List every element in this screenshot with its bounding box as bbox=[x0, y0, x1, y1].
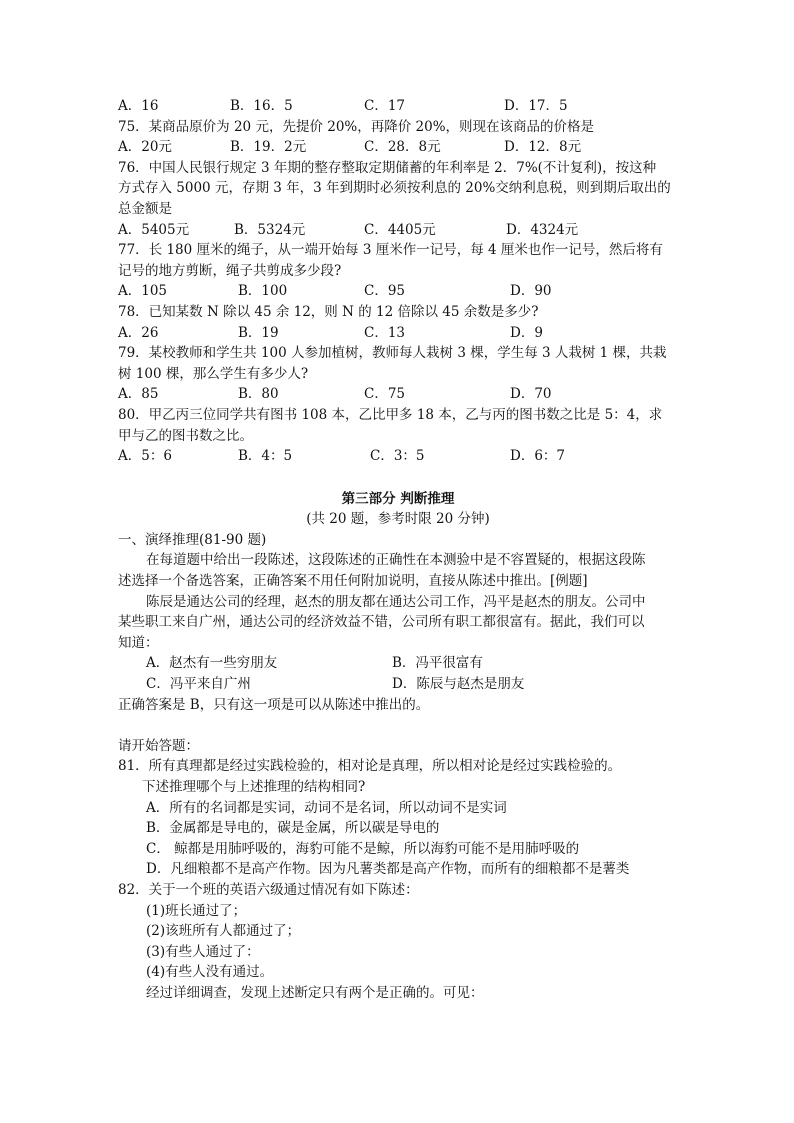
q76-options bbox=[118, 220, 678, 241]
example-options-row bbox=[118, 674, 678, 695]
option-a: A．20元 bbox=[118, 139, 172, 156]
instructions-line: 述选择一个备选答案，正确答案不用任何附加说明，直接从陈述中推出。[例题] bbox=[118, 573, 588, 590]
exam-page bbox=[118, 96, 678, 1004]
q80-options bbox=[118, 446, 678, 467]
section-subtitle: (共 20 题，参考时限 20 分钟) bbox=[306, 511, 490, 528]
option-c: C．28．8元 bbox=[364, 139, 441, 156]
q81-option-c: C． 鲸都是用肺呼吸的，海豹可能不是鲸，所以海豹可能不是用肺呼吸的 bbox=[146, 840, 580, 857]
option-b: B．19 bbox=[238, 324, 279, 341]
option-c: C．3：5 bbox=[370, 448, 425, 465]
q79-stem-line: 树 100 棵，那么学生有多少人? bbox=[118, 365, 309, 382]
q73-options bbox=[118, 96, 678, 117]
option-a: A．26 bbox=[118, 324, 159, 341]
q76-stem-line: 方式存入 5000 元，存期 3 年，3 年到期时必须按利息的 20%交纳利息税，则到期后取出的 bbox=[118, 180, 671, 197]
example-option-b: B．冯平很富有 bbox=[392, 655, 483, 672]
q75-stem: 75．某商品原价为 20 元，先提价 20%，再降价 20%，则现在该商品的价格是 bbox=[118, 118, 595, 135]
q82-item: (2)该班所有人都通过了； bbox=[146, 923, 301, 940]
q77-stem-line: 77．长 180 厘米的绳子，从一端开始每 3 厘米作一记号，每 4 厘米也作一记号，然后将有 bbox=[118, 242, 663, 259]
option-b: B．19．2元 bbox=[230, 139, 307, 156]
option-d: D．90 bbox=[510, 283, 552, 300]
option-b: B．5324元 bbox=[234, 221, 306, 238]
option-b: B．100 bbox=[238, 283, 288, 300]
q78-stem: 78．已知某数 N 除以 45 余 12，则 N 的 12 倍除以 45 余数是多少? bbox=[118, 303, 539, 320]
q81-option-d: D．凡细粮都不是高产作物。因为凡薯类都是高产作物，而所有的细粮都不是薯类 bbox=[146, 861, 630, 878]
option-c: C．17 bbox=[364, 98, 406, 114]
q80-stem-line: 甲与乙的图书数之比。 bbox=[118, 427, 253, 444]
example-option-a: A．赵杰有一些穷朋友 bbox=[146, 655, 278, 672]
q82-conclusion: 经过详细调查，发现上述断定只有两个是正确的。可见： bbox=[146, 984, 484, 1001]
start-prompt: 请开始答题： bbox=[118, 737, 199, 754]
example-line: 某些职工来自广州，通达公司的经济效益不错，公司所有职工都很富有。据此，我们可以 bbox=[118, 614, 645, 631]
option-d: D．12．8元 bbox=[504, 139, 582, 156]
q81-option-b: B．金属都是导电的，碳是金属，所以碳是导电的 bbox=[146, 820, 440, 837]
q82-item: (4)有些人没有通过。 bbox=[146, 964, 274, 981]
option-b: B．16．5 bbox=[230, 98, 293, 114]
option-b: B．4：5 bbox=[238, 448, 293, 465]
option-c: C．13 bbox=[364, 324, 406, 341]
option-d: D．17．5 bbox=[504, 98, 568, 114]
example-line: 知道： bbox=[118, 634, 159, 651]
option-c: C．75 bbox=[364, 386, 406, 403]
q77-options bbox=[118, 281, 678, 302]
example-option-c: C．冯平来自广州 bbox=[146, 676, 251, 693]
section-title: 第三部分 判断推理 bbox=[341, 490, 455, 507]
option-a: A．5：6 bbox=[118, 448, 172, 465]
q82-item: (3)有些人通过了： bbox=[146, 943, 260, 960]
option-d: D．9 bbox=[510, 324, 543, 341]
q81-question: 下述推理哪个与上述推理的结构相同? bbox=[142, 779, 366, 795]
instructions-line: 在每道题中给出一段陈述，这段陈述的正确性在本测验中是不容置疑的，根据这段陈 bbox=[146, 552, 646, 569]
option-d: D．4324元 bbox=[506, 221, 579, 238]
answer-note: 正确答案是 B，只有这一项是可以从陈述中推出的。 bbox=[118, 696, 430, 713]
option-c: C．95 bbox=[364, 283, 406, 300]
option-d: D．6：7 bbox=[510, 448, 566, 465]
q79-stem-line: 79．某校教师和学生共 100 人参加植树，教师每人栽树 3 棵，学生每 3 人栽树 1 棵，共栽 bbox=[118, 345, 667, 362]
q76-stem-line: 总金额是 bbox=[118, 200, 172, 217]
q81-option-a: A．所有的名词都是实词，动词不是名词，所以动词不是实词 bbox=[146, 799, 507, 816]
option-d: D．70 bbox=[510, 386, 552, 403]
q78-options bbox=[118, 323, 678, 344]
q82-item: (1)班长通过了； bbox=[146, 902, 247, 919]
q80-stem-line: 80．甲乙丙三位同学共有图书 108 本，乙比甲多 18 本，乙与丙的图书数之比是 5：4，求 bbox=[118, 406, 663, 423]
q77-stem-line: 记号的地方剪断，绳子共剪成多少段? bbox=[118, 262, 342, 279]
example-option-d: D．陈辰与赵杰是朋友 bbox=[392, 676, 525, 693]
q76-stem-line: 76．中国人民银行规定 3 年期的整存整取定期储蓄的年利率是 2．7%(不计复利)，按这种 bbox=[118, 159, 657, 176]
example-options-row bbox=[118, 653, 678, 674]
q81-stem: 81．所有真理都是经过实践检验的，相对论是真理，所以相对论是经过实践检验的。 bbox=[118, 758, 622, 775]
option-a: A．5405元 bbox=[118, 221, 190, 238]
q75-options bbox=[118, 137, 678, 158]
q79-options bbox=[118, 384, 678, 405]
option-b: B．80 bbox=[238, 386, 279, 403]
option-c: C．4405元 bbox=[364, 221, 436, 238]
option-a: A．85 bbox=[118, 386, 159, 403]
option-a: A．16 bbox=[118, 98, 159, 114]
q82-stem: 82．关于一个班的英语六级通过情况有如下陈述： bbox=[118, 881, 419, 898]
example-line: 陈辰是通达公司的经理，赵杰的朋友都在通达公司工作，冯平是赵杰的朋友。公司中 bbox=[146, 593, 646, 610]
option-a: A．105 bbox=[118, 283, 168, 300]
part-heading: 一、演绎推理(81-90 题) bbox=[118, 531, 267, 548]
